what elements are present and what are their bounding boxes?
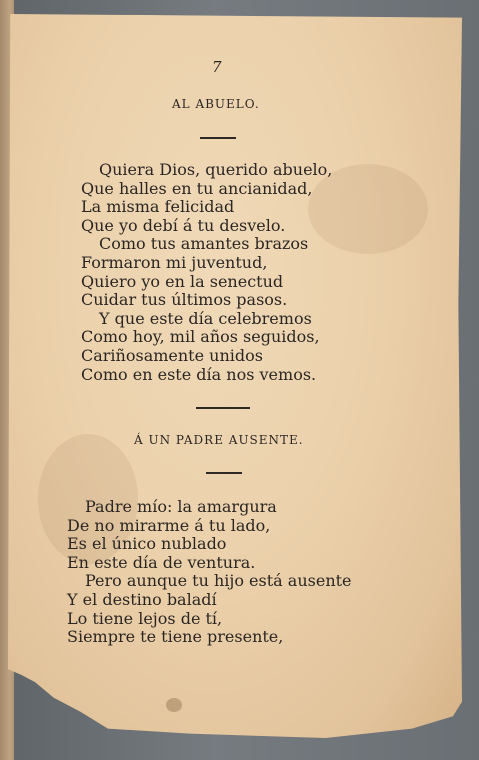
poem-al-abuelo — [81, 161, 332, 384]
ornamental-rule — [200, 137, 236, 139]
page-number: 7 — [212, 58, 222, 76]
verse-line: Es el único nublado — [67, 534, 227, 554]
verse-line: Siempre te tiene presente, — [67, 627, 284, 647]
verse-line: En este día de ventura. — [67, 552, 256, 572]
ornamental-rule — [206, 472, 242, 474]
verse-line: Cuidar tus últimos pasos. — [81, 290, 288, 310]
verse-line: Y que este día celebremos — [99, 308, 312, 328]
verse-line: Quiero yo en la senectud — [81, 271, 284, 291]
verse-line: La misma felicidad — [81, 197, 235, 217]
verse-line: De no mirarme á tu lado, — [67, 515, 271, 535]
verse-line: Y el destino baladí — [67, 589, 217, 609]
verse-line: Lo tiene lejos de tí, — [67, 608, 223, 628]
verse-line: Formaron mi juventud, — [81, 252, 268, 272]
poem-title-a-un-padre-ausente: Á UN PADRE AUSENTE. — [134, 433, 304, 447]
verse-line: Que halles en tu ancianidad, — [81, 178, 313, 198]
verse-line: Cariñosamente unidos — [81, 345, 263, 365]
verse-line: Que yo debí á tu desvelo. — [81, 215, 286, 235]
verse-line: Como hoy, mil años seguidos, — [81, 327, 320, 347]
verse-line: Padre mío: la amargura — [85, 497, 277, 516]
poem-a-un-padre-ausente — [67, 498, 352, 647]
verse-line: Quiera Dios, querido abuelo, — [99, 160, 333, 179]
verse-line: Como en este día nos vemos. — [81, 364, 317, 384]
ornamental-rule — [196, 407, 250, 409]
verse-line: Pero aunque tu hijo está ausente — [85, 571, 352, 591]
poem-title-al-abuelo: AL ABUELO. — [172, 97, 260, 111]
verse-line: Como tus amantes brazos — [99, 234, 309, 254]
